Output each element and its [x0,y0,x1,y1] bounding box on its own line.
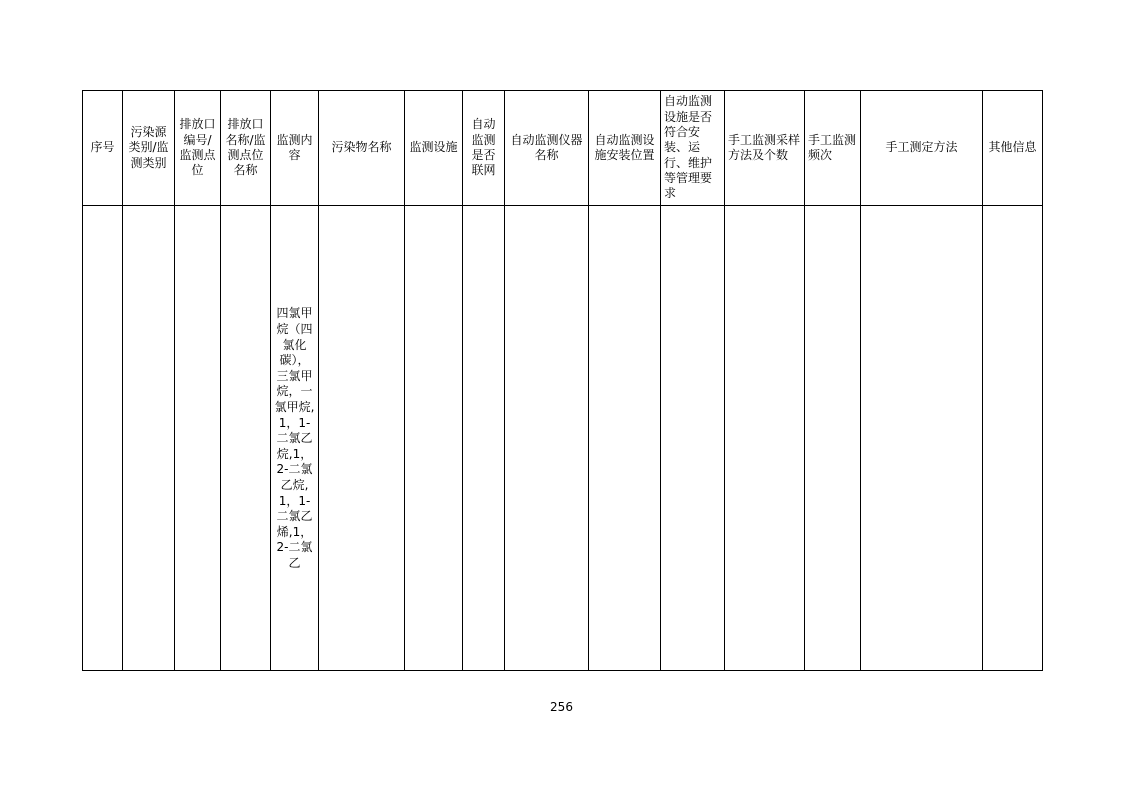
cell-auto-networked [463,206,505,671]
table-header-row [83,91,1043,206]
column-header-auto-instrument-name: 自动监测仪器名称 [505,91,589,206]
table-header [83,91,1043,206]
column-header-auto-networked: 自动监测是否联网 [463,91,505,206]
cell-pollutant-name [319,206,405,671]
cell-source-category [123,206,175,671]
column-header-monitoring-content: 监测内容 [271,91,319,206]
cell-manual-frequency [805,206,861,671]
cell-auto-instrument-name [505,206,589,671]
column-header-outlet-name: 排放口名称/监测点位名称 [221,91,271,206]
column-header-auto-install-location: 自动监测设施安装位置 [589,91,661,206]
cell-monitoring-content [271,206,319,671]
table-row [83,206,1043,671]
cell-manual-sampling-method [725,206,805,671]
monitoring-table [82,90,1043,671]
column-header-index: 序号 [83,91,123,206]
column-header-manual-sampling-method: 手工监测采样方法及个数 [725,91,805,206]
table-body [83,206,1043,671]
column-header-manual-frequency: 手工监测频次 [805,91,861,206]
page-number: 256 [550,700,573,714]
column-header-outlet-code: 排放口编号/监测点位 [175,91,221,206]
cell-other-info [983,206,1043,671]
cell-index [83,206,123,671]
cell-manual-determination-method [861,206,983,671]
cell-monitoring-facility [405,206,463,671]
column-header-pollutant-name: 污染物名称 [319,91,405,206]
column-header-source-category: 污染源类别/监测类别 [123,91,175,206]
column-header-auto-compliance: 自动监测设施是否符合安装、运行、维护等管理要求 [661,91,725,206]
cell-monitoring-content-text: 四氯甲烷（四氯化碳），三氯甲烷，一氯甲烷,1，1-二氯乙烷,1，2-二氯乙烷,1，1-二氯乙烯,1，2-二氯乙 [274,306,315,570]
cell-outlet-code [175,206,221,671]
monitoring-table-container [82,90,1042,671]
cell-auto-compliance [661,206,725,671]
cell-auto-install-location [589,206,661,671]
column-header-monitoring-facility: 监测设施 [405,91,463,206]
cell-outlet-name [221,206,271,671]
column-header-manual-determination-method: 手工测定方法 [861,91,983,206]
column-header-other-info: 其他信息 [983,91,1043,206]
